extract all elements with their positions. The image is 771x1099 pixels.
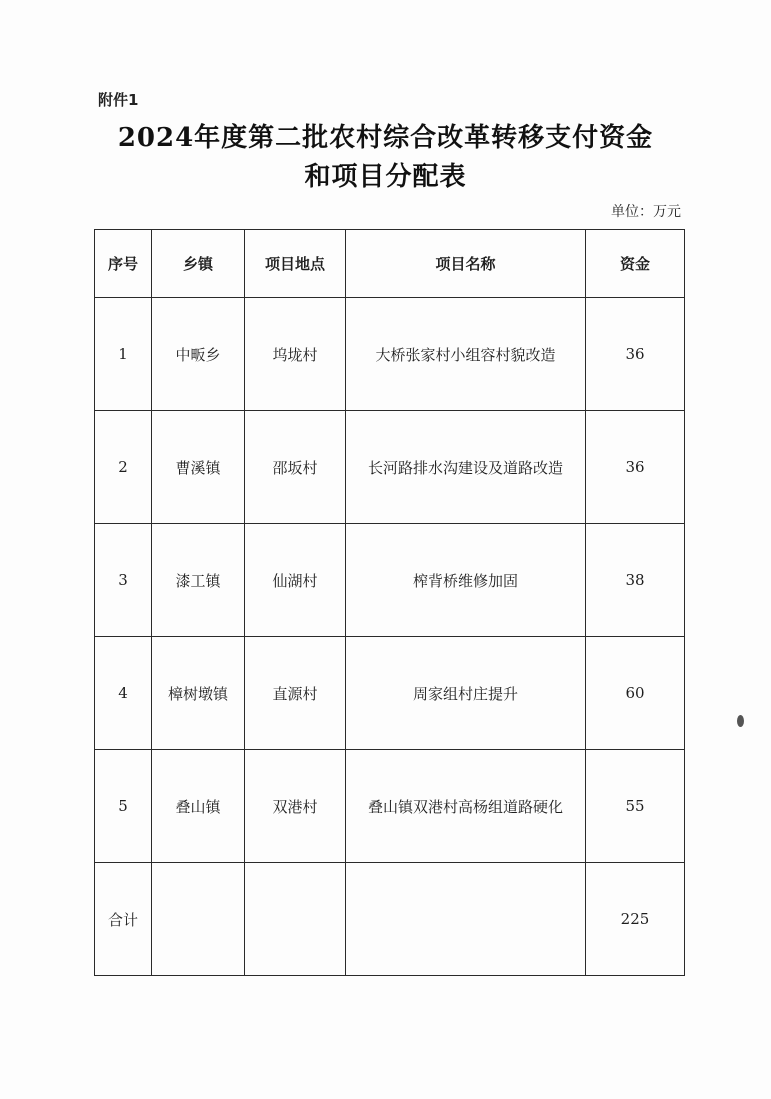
table-row [95, 750, 685, 863]
cell-index: 1 [95, 298, 152, 411]
cell-location: 双港村 [245, 750, 346, 863]
cell-index: 5 [95, 750, 152, 863]
header-location: 项目地点 [245, 230, 346, 298]
total-empty-cell [346, 863, 586, 976]
table-row [95, 411, 685, 524]
cell-location: 仙湖村 [245, 524, 346, 637]
cell-township: 中畈乡 [152, 298, 245, 411]
cell-project-name: 长河路排水沟建设及道路改造 [346, 411, 586, 524]
header-funds: 资金 [586, 230, 685, 298]
document-title-line2: 和项目分配表 [304, 162, 467, 192]
cell-project-name: 叠山镇双港村高杨组道路硬化 [346, 750, 586, 863]
header-township: 乡镇 [152, 230, 245, 298]
table-row [95, 524, 685, 637]
cell-township: 曹溪镇 [152, 411, 245, 524]
cell-funds: 36 [586, 411, 685, 524]
cell-project-name: 榨背桥维修加固 [346, 524, 586, 637]
cell-project-name: 周家组村庄提升 [346, 637, 586, 750]
scan-speck [737, 715, 744, 727]
document-title-line1: 2024年度第二批农村综合改革转移支付资金 [117, 123, 654, 153]
table-row [95, 637, 685, 750]
attachment-label: 附件1 [98, 91, 139, 109]
cell-funds: 38 [586, 524, 685, 637]
cell-funds: 36 [586, 298, 685, 411]
cell-township: 叠山镇 [152, 750, 245, 863]
total-empty-cell [152, 863, 245, 976]
cell-location: 直源村 [245, 637, 346, 750]
header-index: 序号 [95, 230, 152, 298]
allocation-table [94, 229, 685, 976]
cell-funds: 55 [586, 750, 685, 863]
total-label: 合计 [95, 863, 152, 976]
cell-location: 坞垅村 [245, 298, 346, 411]
cell-index: 4 [95, 637, 152, 750]
cell-township: 樟树墩镇 [152, 637, 245, 750]
cell-funds: 60 [586, 637, 685, 750]
total-empty-cell [245, 863, 346, 976]
unit-label: 单位：万元 [611, 204, 681, 220]
cell-project-name: 大桥张家村小组容村貌改造 [346, 298, 586, 411]
total-row [95, 863, 685, 976]
cell-index: 3 [95, 524, 152, 637]
cell-location: 邵坂村 [245, 411, 346, 524]
cell-index: 2 [95, 411, 152, 524]
header-project-name: 项目名称 [346, 230, 586, 298]
table-header-row [95, 230, 685, 298]
total-amount: 225 [586, 863, 685, 976]
table-row [95, 298, 685, 411]
cell-township: 漆工镇 [152, 524, 245, 637]
